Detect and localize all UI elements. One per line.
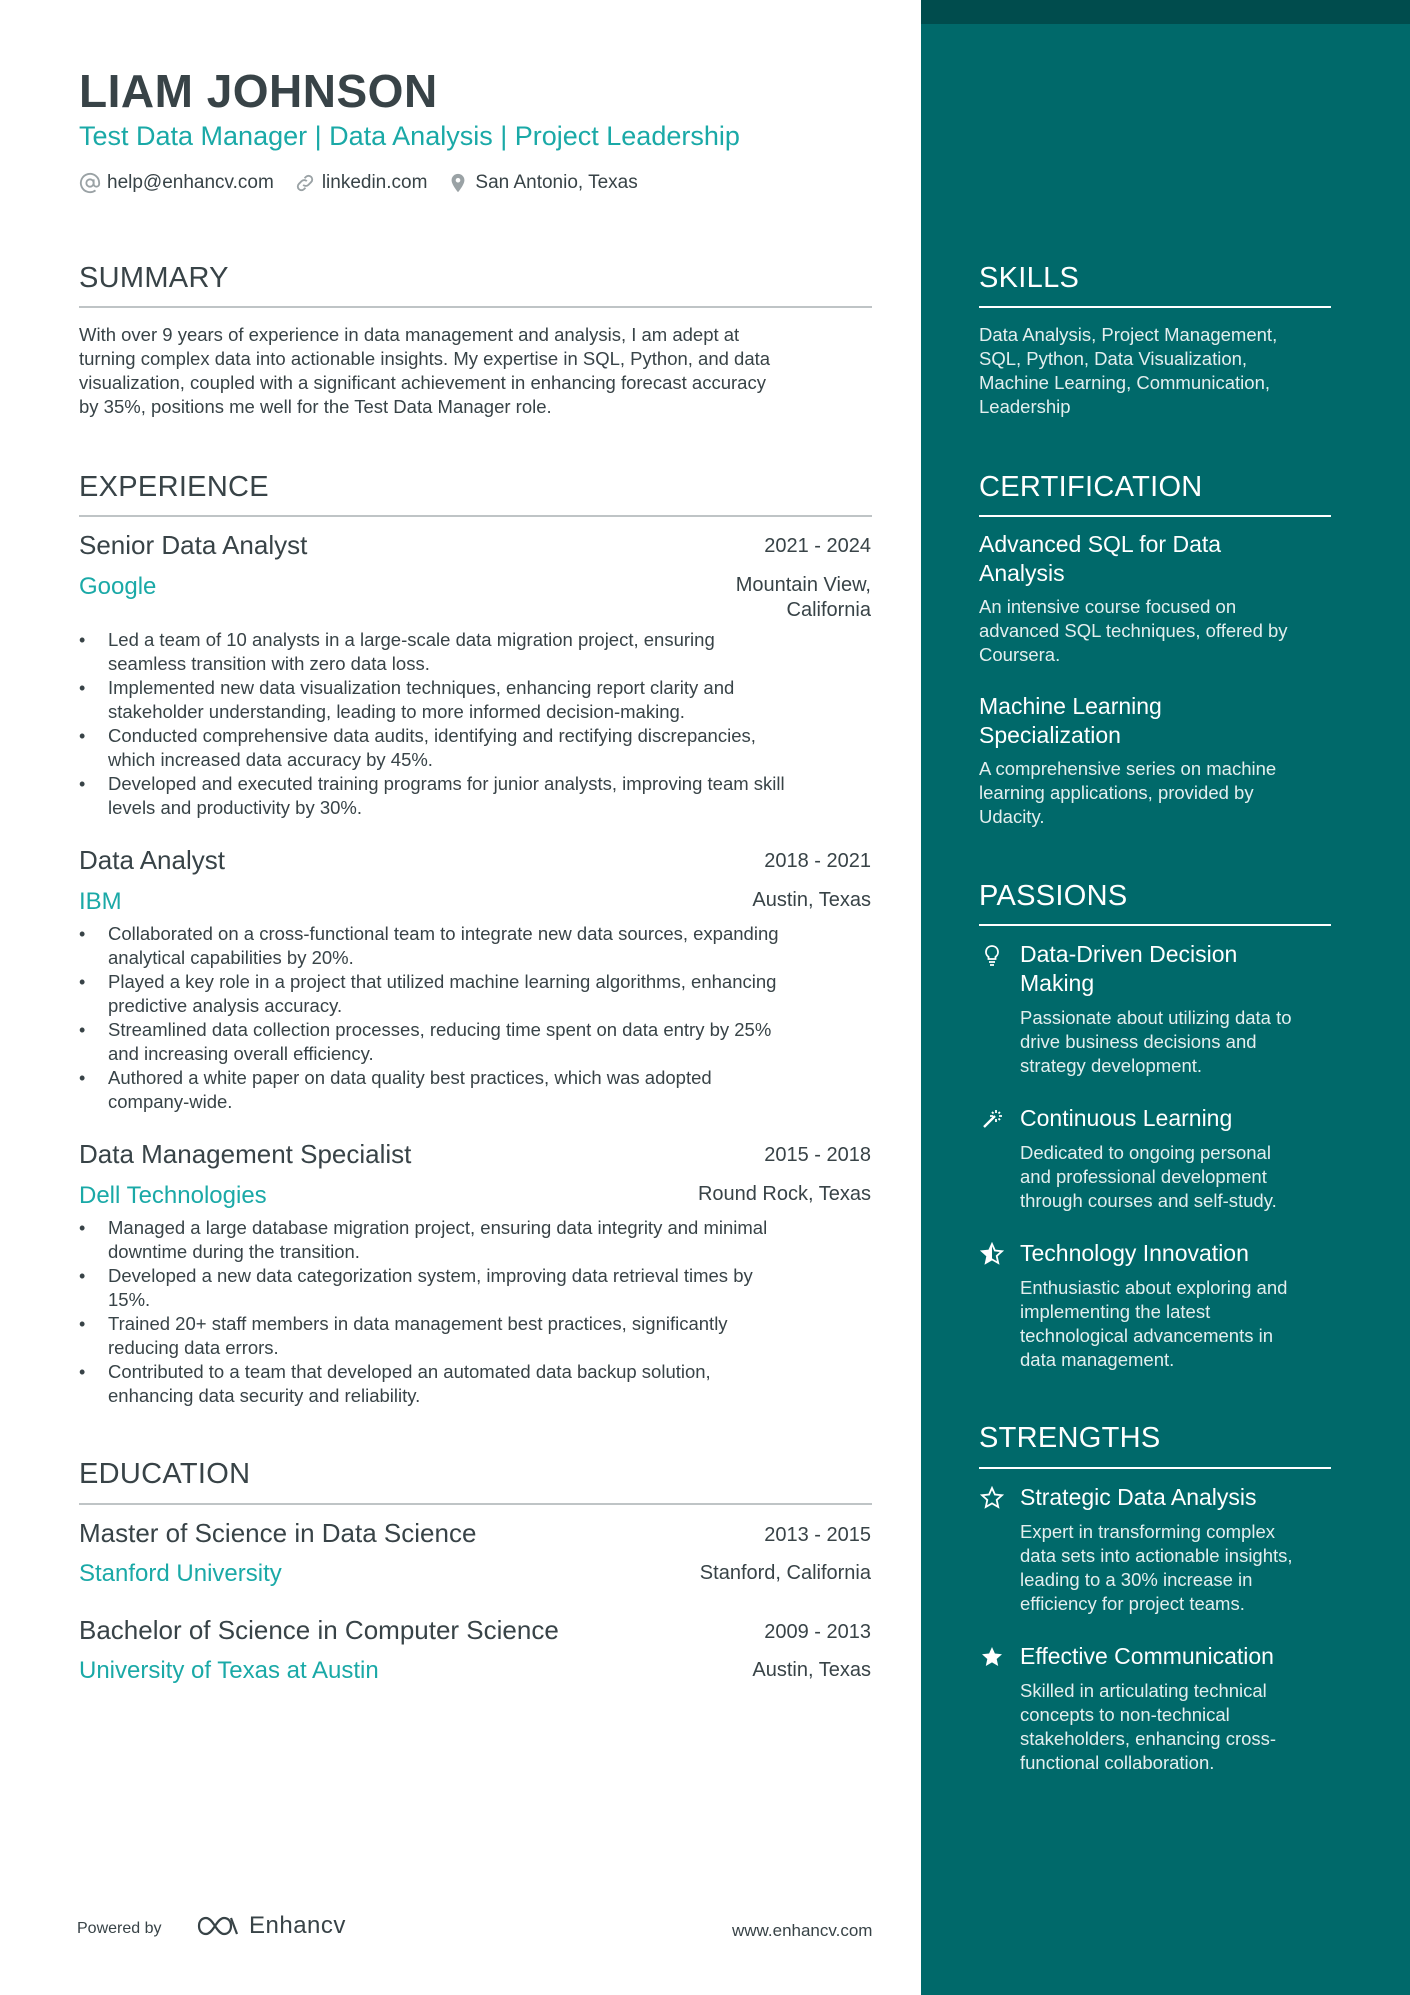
school-location: Stanford, California — [699, 1562, 871, 1584]
list-item: • Led a team of 10 analysts in a large-scale data migration project, ensuring seamless transition with zero data loss. — [79, 628, 872, 676]
job-title: Data Analyst — [79, 845, 225, 875]
job-location: Austin, Texas — [752, 889, 871, 911]
strengths-heading: STRENGTHS — [979, 1422, 1161, 1454]
contact-location — [447, 172, 637, 194]
list-item: • Developed and executed training programs for junior analysts, improving team skill levels and productivity by 30%. — [79, 772, 872, 820]
job-dates: 2018 - 2021 — [764, 850, 871, 872]
skills-line: Machine Learning, Communication, — [979, 372, 1271, 393]
certification-heading: CERTIFICATION — [979, 471, 1203, 503]
experience-heading: EXPERIENCE — [79, 471, 269, 503]
list-item: • Authored a white paper on data quality best practices, which was adopted company-wide. — [79, 1066, 872, 1114]
job-location — [736, 573, 871, 623]
summary-line: by 35%, positions me well for the Test Data Manager role. — [79, 396, 552, 417]
passion-desc: Passionate about utilizing data to drive business decisions and strategy development. — [1020, 1007, 1292, 1076]
enhancv-brand-text: Enhancv — [249, 1912, 346, 1939]
sidebar-topbar — [921, 0, 1410, 24]
certification-name: Machine Learning Specialization — [979, 693, 1162, 748]
location-text: San Antonio, Texas — [475, 172, 638, 193]
job-title: Data Management Specialist — [79, 1139, 412, 1169]
school-location: Austin, Texas — [752, 1659, 871, 1681]
passion-title: Technology Innovation — [1020, 1240, 1249, 1266]
list-item: • Collaborated on a cross-functional team to integrate new data sources, expanding analytical capabilities by 20%. — [79, 922, 872, 970]
email-text: help@enhancv.com — [107, 172, 274, 193]
passion-title: Continuous Learning — [1020, 1105, 1233, 1131]
map-pin-icon — [447, 172, 469, 194]
job-dates: 2015 - 2018 — [764, 1144, 871, 1166]
star-filled-icon — [979, 1644, 1005, 1670]
list-item: • Conducted comprehensive data audits, identifying and rectifying discrepancies, which increased data accuracy by 45%. — [79, 724, 872, 772]
list-item: • Managed a large database migration project, ensuring data integrity and minimal downtime during the transition. — [79, 1216, 872, 1264]
summary-line: visualization, coupled with a significant achievement in enhancing forecast accuracy — [79, 372, 766, 393]
candidate-headline: Test Data Manager | Data Analysis | Project Leadership — [79, 121, 740, 151]
summary-line: With over 9 years of experience in data management and analysis, I am adept at — [79, 324, 740, 345]
skills-heading: SKILLS — [979, 262, 1080, 294]
linkedin-text: linkedin.com — [321, 172, 428, 193]
contact-email[interactable] — [79, 172, 274, 194]
degree-dates: 2013 - 2015 — [764, 1524, 871, 1546]
strength-desc: Skilled in articulating technical concepts to non-technical stakeholders, enhancing cross- functional collaboration. — [1020, 1680, 1277, 1773]
passions-divider — [979, 924, 1331, 926]
passion-title: Data-Driven Decision Making — [1020, 941, 1238, 996]
list-item: • Streamlined data collection processes, reducing time spent on data entry by 25% and increasing overall efficiency. — [79, 1018, 872, 1066]
job-title: Senior Data Analyst — [79, 530, 308, 560]
skills-divider — [979, 306, 1331, 308]
strength-title: Strategic Data Analysis — [1020, 1484, 1257, 1510]
at-sign-icon — [79, 172, 101, 194]
list-item: • Trained 20+ staff members in data management best practices, significantly reducing data errors. — [79, 1312, 872, 1360]
contact-linkedin[interactable] — [294, 172, 428, 194]
certification-desc: A comprehensive series on machine learning applications, provided by Udacity. — [979, 758, 1277, 827]
job-bullets — [79, 922, 872, 1114]
job-dates: 2021 - 2024 — [764, 535, 871, 557]
certification-desc: An intensive course focused on advanced SQL techniques, offered by Coursera. — [979, 596, 1288, 665]
job-bullets — [79, 1216, 872, 1408]
job-company: Dell Technologies — [79, 1182, 267, 1209]
school-name: University of Texas at Austin — [79, 1657, 379, 1684]
passion-desc: Enthusiastic about exploring and implementing the latest technological advancements in data management. — [1020, 1277, 1288, 1370]
job-location-line: Mountain View, — [735, 574, 871, 596]
school-name: Stanford University — [79, 1560, 282, 1587]
link-icon — [294, 172, 316, 194]
job-location-line: California — [786, 599, 871, 621]
certification-name: Advanced SQL for Data Analysis — [979, 531, 1222, 586]
strength-title: Effective Communication — [1020, 1643, 1274, 1669]
skills-line: SQL, Python, Data Visualization, — [979, 348, 1248, 369]
summary-text — [79, 323, 879, 419]
enhancv-logo-icon — [195, 1913, 241, 1939]
list-item: • Played a key role in a project that utilized machine learning algorithms, enhancing predictive analysis accuracy. — [79, 970, 872, 1018]
passions-heading: PASSIONS — [979, 880, 1128, 912]
job-location: Round Rock, Texas — [697, 1183, 871, 1205]
certification-divider — [979, 515, 1331, 517]
degree-title: Bachelor of Science in Computer Science — [79, 1615, 559, 1645]
candidate-name: LIAM JOHNSON — [79, 65, 438, 117]
enhancv-logo[interactable] — [195, 1912, 346, 1940]
strengths-divider — [979, 1467, 1331, 1469]
skills-line: Data Analysis, Project Management, — [979, 324, 1278, 345]
skills-line: Leadership — [979, 396, 1071, 417]
experience-divider — [79, 515, 872, 517]
magic-wand-icon — [979, 1106, 1005, 1132]
footer-url[interactable]: www.enhancv.com — [732, 1921, 873, 1940]
job-company: IBM — [79, 888, 122, 915]
contact-row — [79, 172, 658, 194]
summary-divider — [79, 306, 872, 308]
education-divider — [79, 1503, 872, 1505]
education-heading: EDUCATION — [79, 1458, 251, 1490]
degree-dates: 2009 - 2013 — [764, 1621, 871, 1643]
job-bullets — [79, 628, 872, 820]
powered-by-label: Powered by — [77, 1920, 162, 1937]
lightbulb-icon — [979, 942, 1005, 968]
star-half-icon — [979, 1241, 1005, 1267]
list-item: • Implemented new data visualization techniques, enhancing report clarity and stakeholder understanding, leading to more informed decision-making. — [79, 676, 872, 724]
list-item: • Contributed to a team that developed an automated data backup solution, enhancing data security and reliability. — [79, 1360, 872, 1408]
strength-desc: Expert in transforming complex data sets into actionable insights, leading to a 30% increase in efficiency for project teams. — [1020, 1521, 1293, 1614]
summary-line: turning complex data into actionable insights. My expertise in SQL, Python, and data — [79, 348, 771, 369]
job-company: Google — [79, 573, 157, 600]
passion-desc: Dedicated to ongoing personal and professional development through courses and self-study. — [1020, 1142, 1277, 1211]
summary-heading: SUMMARY — [79, 262, 229, 294]
degree-title: Master of Science in Data Science — [79, 1518, 477, 1548]
star-outline-icon — [979, 1485, 1005, 1511]
list-item: • Developed a new data categorization system, improving data retrieval times by 15%. — [79, 1264, 872, 1312]
skills-list — [979, 323, 1334, 419]
